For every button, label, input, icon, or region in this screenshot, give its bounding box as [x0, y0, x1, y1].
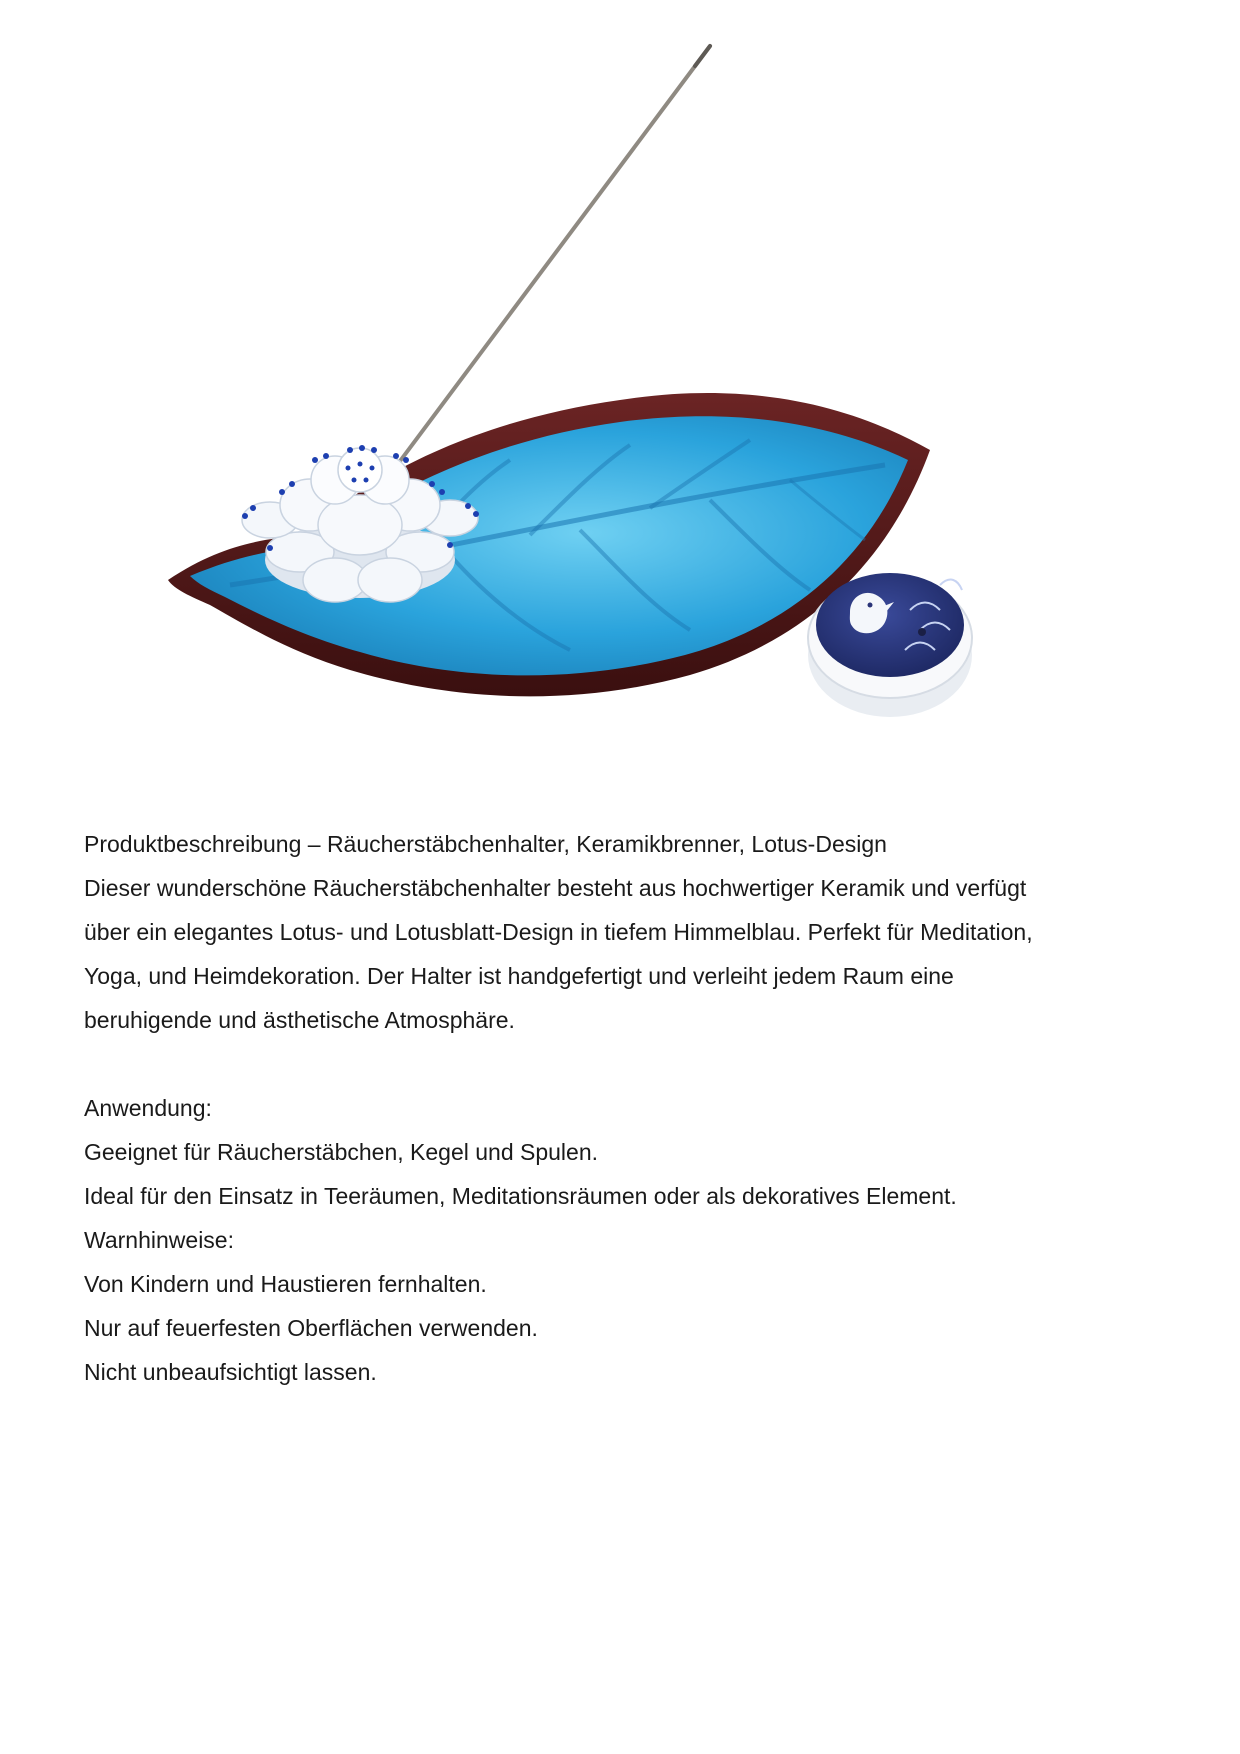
usage-title: Anwendung:	[84, 1095, 212, 1121]
description-line: Dieser wunderschöne Räucherstäbchenhalter besteht aus hochwertiger Keramik und verfügt	[84, 875, 1027, 901]
warning-line: Von Kindern und Haustieren fernhalten.	[84, 1271, 487, 1297]
product-description	[84, 822, 1164, 1394]
usage-line: Geeignet für Räucherstäbchen, Kegel und Spulen.	[84, 1139, 599, 1165]
document-heading: Produktbeschreibung – Räucherstäbchenhalter, Keramikbrenner, Lotus-Design	[84, 831, 887, 857]
description-line: Yoga, und Heimdekoration. Der Halter ist handgefertigt und verleiht jedem Raum eine	[84, 963, 954, 989]
description-line: über ein elegantes Lotus- und Lotusblatt-Design in tiefem Himmelblau. Perfekt für Meditation,	[84, 919, 1033, 945]
warning-line: Nicht unbeaufsichtigt lassen.	[84, 1359, 377, 1385]
paragraph-spacer	[84, 1042, 1164, 1086]
warning-title: Warnhinweise:	[84, 1227, 234, 1253]
product-photo	[150, 40, 980, 740]
warning-line: Nur auf feuerfesten Oberflächen verwenden.	[84, 1315, 538, 1341]
description-line: beruhigende und ästhetische Atmosphäre.	[84, 1007, 515, 1033]
usage-line: Ideal für den Einsatz in Teeräumen, Meditationsräumen oder als dekoratives Element.	[84, 1183, 957, 1209]
round-stick-holder-icon	[808, 573, 972, 717]
